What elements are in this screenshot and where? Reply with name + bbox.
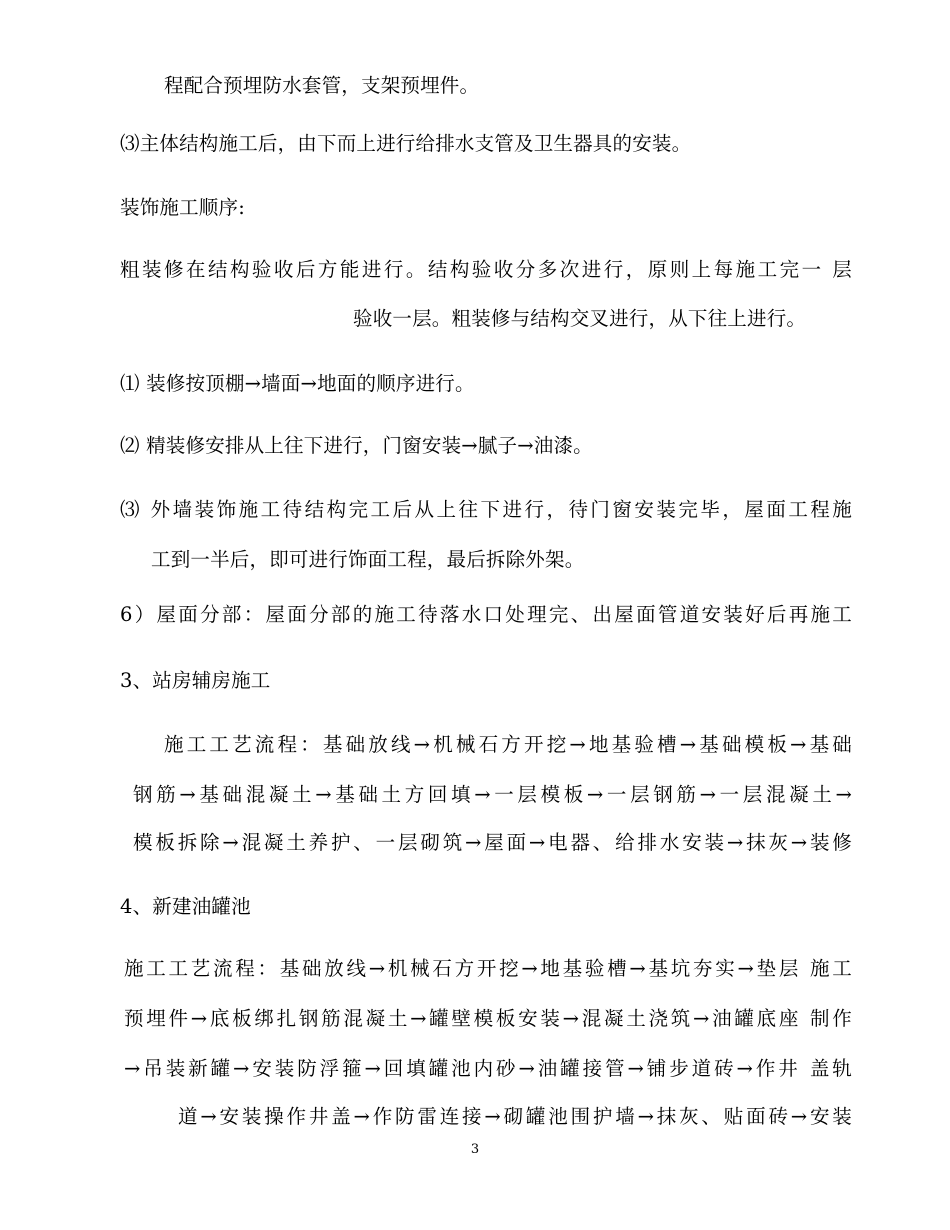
list-item-1: ⑴ 装修按顶棚→墙面→地面的顺序进行。: [120, 372, 475, 395]
process-flow-4-line-4: 道→安装操作井盖→作防雷连接→砌罐池围护墙→抹灰、贴面砖→安装: [178, 1105, 852, 1128]
list-item-3: ⑶ 外墙装饰施工待结构完工后从上往下进行，待门窗安装完毕，屋面工程施: [120, 498, 852, 521]
process-flow-4-line-1: 施工工艺流程：基础放线→机械石方开挖→地基验槽→基坑夯实→垫层 施工: [124, 957, 852, 980]
section-heading-4: 4、新建油罐池: [120, 895, 251, 918]
process-flow-3-line-2: 钢筋→基础混凝土→基础土方回填→一层模板→一层钢筋→一层混凝土→: [133, 783, 852, 806]
process-flow-3-line-3: 模板拆除→混凝土养护、一层砌筑→屋面→电器、给排水安装→抹灰→装修: [133, 831, 852, 854]
list-item-2: ⑵ 精装修安排从上往下进行，门窗安装→腻子→油漆。: [120, 434, 593, 457]
section-heading-3: 3、站房辅房施工: [120, 669, 271, 692]
list-item-3-continued: 工到一半后，即可进行饰面工程，最后拆除外架。: [151, 548, 585, 571]
process-flow-4-line-2: 预埋件→底板绑扎钢筋混凝土→罐壁模板安装→混凝土浇筑→油罐底座 制作: [124, 1007, 852, 1030]
section-heading-decoration-order: 装饰施工顺序:: [120, 196, 245, 219]
text-line-5: 验收一层。粗装修与结构交叉进行，从下往上进行。: [353, 307, 807, 330]
process-flow-4-line-3: →吊装新罐→安装防浮箍→回填罐池内砂→油罐接管→铺步道砖→作井 盖轨: [124, 1057, 852, 1080]
text-line-4: 粗装修在结构验收后方能进行。结构验收分多次进行，原则上每施工完一 层: [120, 258, 852, 281]
text-line-2: ⑶主体结构施工后，由下而上进行给排水支管及卫生器具的安装。: [120, 132, 692, 155]
roof-section-line: 6）屋面分部：屋面分部的施工待落水口处理完、出屋面管道安装好后再施工: [120, 603, 852, 626]
process-flow-3-line-1: 施工工艺流程：基础放线→机械石方开挖→地基验槽→基础模板→基础: [164, 733, 852, 756]
page-number: 3: [470, 1142, 480, 1157]
text-line-1: 程配合预埋防水套管，支架预埋件。: [164, 74, 480, 97]
